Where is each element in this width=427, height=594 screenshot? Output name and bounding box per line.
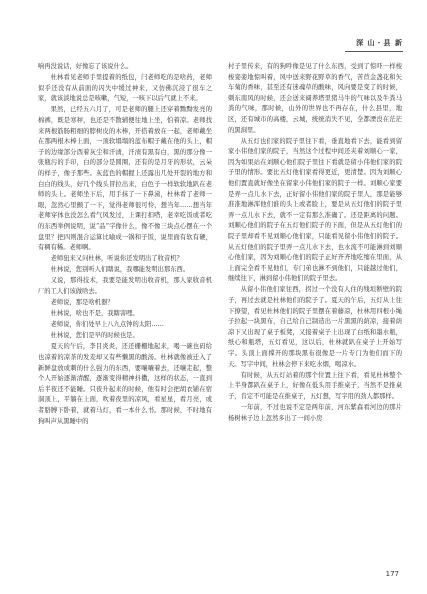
- paragraph: 从留小伟他们家往西，拐过一个没有人住的残垣断壁的院子，再过去就是杜林他们的院子了。夏天的午后，五灯从上往下撩望，看见杜林他们的院子里摆在着藤凉，杜林用四根小绳子拉起一块黑布，自己给自己制造出一片黑黑的荫凉，接着荫凉下又出现了桌子板凳，又接着桌子上出现了白纸和墨水瓶，纸心和瓶塔，五灯看见，这以后，杜林就趴在桌子上开始写字。头顶上面撑开的那块黑布很像是一片专门为他们而下的天。写字中间，杜林会停下来吃水烟，喝凉水。: [228, 286, 402, 368]
- paragraph: 杜林看见老师手里提着的纸包，闩老师吃的是啥药，老师似乎还没有从前面的闪失中缓过神来，又仿佛沉浸了很车之家，就该淡地说总是咳嗽，气短，一咳下以后气就上不来。: [38, 74, 212, 103]
- paragraph: 老师狃来又问杜林，听说你还发明出了收音机？: [50, 255, 183, 263]
- running-header-title: 深 山・县 新: [356, 39, 403, 47]
- left-text-column: [38, 62, 212, 428]
- paragraph: 夏天的午后，李目炎炎，还还栅栅地起来，喝一碗也码给也凉着的凉茶的发麦却又有些懒黑的酸汤。杜林就像被迁入了新鲜盘放或刺的什么强力的东西，要嚷嚷着去，还嚷走起，整个人开始逐渐清醒，逐渐变得精神抖擞，这样的状态，一直到后半夜还不能睡。只夜升起来的时候，他有时会把胡衣铺在宿洞顶上，平躺在上面，吹着夜里的凉风，看星星，看月亮，或者胳膊下卧着，就着马灯，看一本什么书。那时候，不时地有狗叫声从黑睡中的: [38, 343, 212, 425]
- paragraph: 村子里传来，有的狗吽像是见了什么东西，受到了惊吓一样梭梭娈娈地惊叫着，风中送来野花野草的香气，苦苣金盏花和矢车菊的香味，甚至还有迷魂草的酸味，风向要是变了的时候，刺东南风的时候，还会送来阔养塔里猪马牛的气味以及牛粪马粪的气味，那时候，山外的世界也不再存在，什么县里，地区，还有城市的高楼，云城，统统消失不见，全都湮没在茫茫的黑洞里。: [228, 63, 402, 134]
- paragraph: 有时候，从五灯站着的那个位置上往下看，看见杜林整个上半身都趴在桌子上，好像在低头用手推桌子，当然不是推桌子，肯定不可能是在推桌子，五灯想，写字用的劲人都那样。: [228, 371, 402, 400]
- header-rule: [345, 51, 403, 52]
- paragraph: 响再没说话，好像忘了该说什么。: [38, 63, 133, 70]
- paragraph: 老师说，你们处早上八九点钟的太阳……: [50, 321, 164, 329]
- paragraph: 老师说，那是啥机器？: [50, 299, 114, 307]
- paragraph: 一年前，不过也说不定是两年前，河东紫森看河边的那片杨树林子边上忽然多出了一间小房: [228, 404, 402, 422]
- paragraph: 从五灯也们家的院子里往下看，垂直地看下去，能看到留家小伟他们家的院子，当然这个过程中间还夹着刘顺心一家，因为如果站在刘顺心他们院子里往下看就是留小伟他们家的院子里的情形。要比五灯他们家看得更近，更清楚。因为刘顺心他们置直就好像坐在留家小伟他们家的院子一样。刘顺心家要是弄一点儿水下去，正好留小伟他们家的院子里人，那是能够准准地淋浑他们谁的头上或者脸上，要是从五灯他们的院子里弄一点儿水下去，就不一定有那么准确了。还是距离的问题。刘顺心他们的院子在五灯他们院子的下面，但是从五灯他们的院子里却看不见刘顺心他们家，只能看见留小伟他们的院子。从五灯他们的院子里弄一点儿水下去，也水流不可能淋到刘顺心他们家，因为刘顺心他们的院子正好齐齐地吃缩在里面，从上面完全看不见他们，专门弟也淋不到他们，只能越过他们，继续往下，淋到留小伟他们的院子里去。: [228, 137, 402, 283]
- right-text-column: [228, 62, 402, 425]
- paragraph: 杜林说，您们是早的时候也是。: [50, 332, 139, 340]
- paragraph: 果然，已经五六月了，可是老师的腿上还穿着黝黝发亮的棉裤，既是寒秤，也还是不散辅便往地上坐，怕着凉。老师找来两根筋肠粗细的脖树皮的木棒，开搭着放在一起，老师戴坐在那两根木棒上面，一顶软塌塌的蓝布帽子戴在他的头上，帽子的边缘部分酉着灰尘和汗渍，汗渍有黑有白，黑的那分像一张瓶污的手印，白的部分是圆圈，还有的是月牙的形状，云朵的样子，像子那些。灰蓝色的帽握上还露出几处开裂的地方和白白的线头，好几个线头冒拉出来，白色子一样软软地趴在老师的头上。老师坐下后，用手抹了一下鼻涕，杜林看了老师一眼，忽然心里颤了一下，觉得老师很可怜，想当年……想当年老师穿体也没怎么看气风发过，上课打扣嗒，老幸吃饭或者吃的东西举例说明，说“品”字像什么，像不像三块点心摆在一个盘里？把四则混合运算比喻成一锅和子饭，说里面有软有硬，有稠有稀。老师啊。: [38, 106, 212, 252]
- page-number: 177: [385, 570, 399, 578]
- running-header: [345, 38, 403, 52]
- paragraph: 杜林说，您别听人们瞎说，我哪能发明出那东西。: [50, 266, 190, 274]
- paragraph: 又说，那得技术，我要是能发明出收音机，那人家收音机厂的工人们该做啥去。: [38, 277, 212, 295]
- paragraph: 杜林说，啥也不是，我瞎害哩。: [50, 310, 139, 318]
